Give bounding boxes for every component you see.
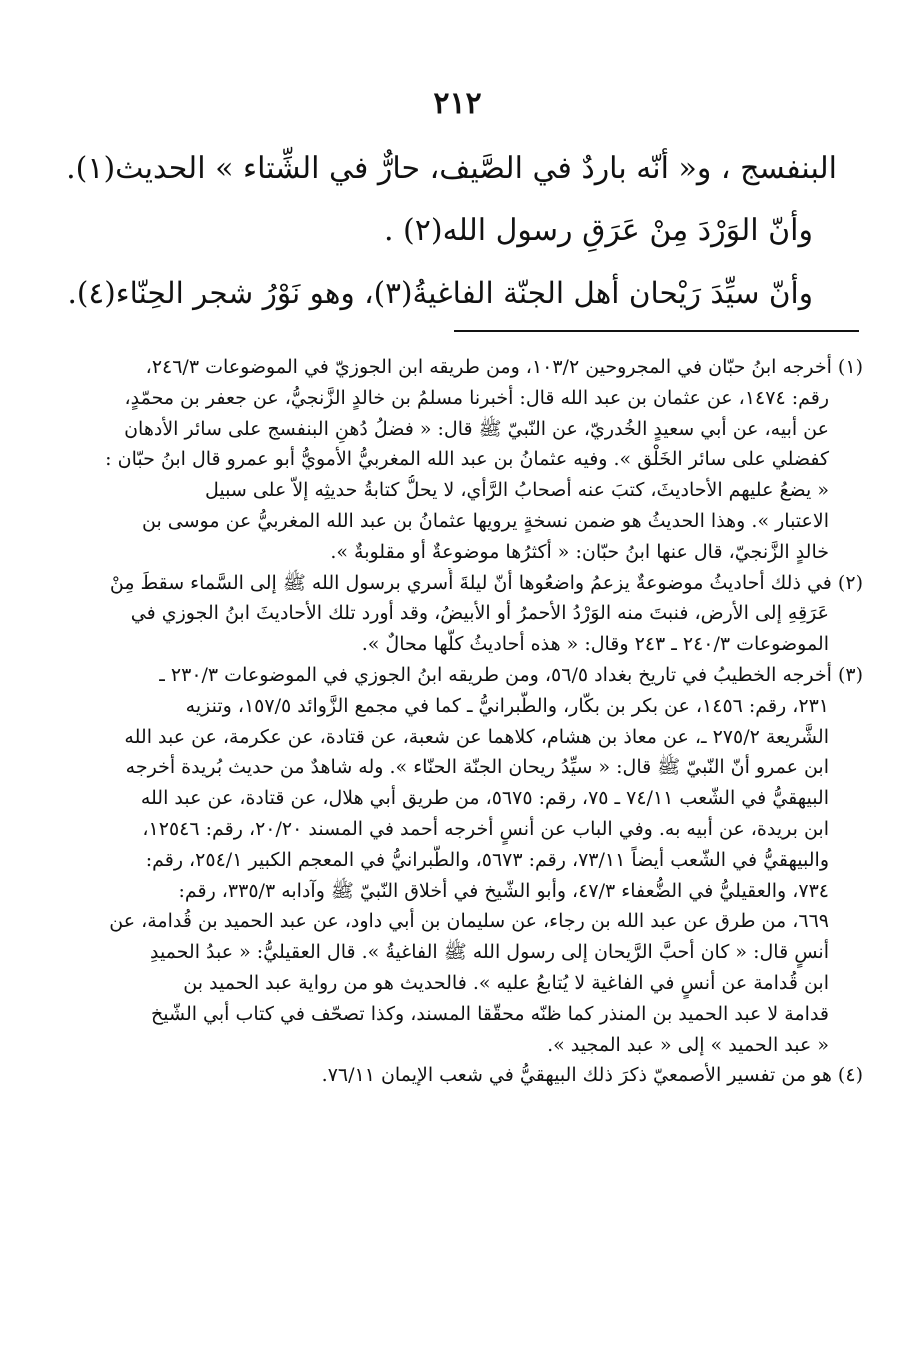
page-number: ٢١٢ — [433, 86, 482, 121]
footnote-line: عن أبيه، عن أبي سعيدٍ الخُدريّ، عن النّبيّ ﷺ قال: « فضلُ دُهنِ البنفسج على سائر الأدهان — [124, 417, 829, 440]
footnote-line: الموضوعات ٢٤٠/٣ ـ ٢٤٣ وقال: « هذه أحاديثُ كلُّها محالٌ ». — [361, 633, 829, 656]
footnote-2 — [55, 568, 863, 660]
main-text — [67, 138, 837, 324]
footnote-line: ابن بريدة، عن أبيه به. وفي الباب عن أنسٍ أخرجه أحمد في المسند ٢٠/٢٠، رقم: ١٢٥٤٦، — [142, 817, 829, 840]
footnote-4 — [55, 1060, 863, 1091]
footnote-line: (٤) هو من تفسير الأصمعيّ ذكرَ ذلك البيهقيُّ في شعب الإيمان ٧٦/١١. — [321, 1064, 863, 1087]
footnote-line: البيهقيُّ في الشّعب ٧٤/١١ ـ ٧٥، رقم: ٥٦٧٥، من طريق أبي هلال، عن قتادة، عن عبد الله — [140, 787, 829, 810]
footnote-line: (٢) في ذلك أحاديثُ موضوعةٌ يزعمُ واضعُوها أنّ ليلةَ أُسري برسول الله ﷺ إلى السَّماء سقطَ مِنْ — [109, 571, 863, 594]
footnote-line: ٧٣٤، والعقيليُّ في الضُّعفاء ٤٧/٣، وأبو الشّيخ في أخلاق النّبيّ ﷺ وآدابه ٣٣٥/٣، رقم: — [178, 879, 829, 902]
footnote-line: (١) أخرجه ابنُ حبّان في المجروحين ١٠٣/٢، ومن طريقه ابن الجوزيّ في الموضوعات ٢٤٦/٣، — [145, 356, 863, 378]
footnote-line: « يضعُ عليهم الأحاديثَ، كتبَ عنه أصحابُ الرَّأي، لا يحلُّ كتابةُ حديثِه إلاّ على سبيل — [205, 479, 829, 502]
footnote-line: ٢٣١، رقم: ١٤٥٦، عن بكر بن بكّار، والطَّبرانيُّ ـ كما في مجمع الزَّوائد ١٥٧/٥، وتنزيه — [185, 694, 829, 717]
footnote-line: الاعتبار ». وهذا الحديثُ هو ضمن نسخةٍ يرويها عثمانُ بن عبد الله المغربيُّ عن موسى بن — [142, 509, 829, 532]
footnote-line: الشَّريعة ٢٧٥/٢ ـ، عن معاذ بن هشام، كلاهما عن شعبة، عن قتادة، عن عكرمة، عن عبد الله — [124, 725, 829, 748]
footnote-line: ٦٦٩، من طرق عن عبد الله بن رجاء، عن سليمان بن أبي داود، عن عبد الحميد بن قُدامة، عن — [109, 910, 829, 933]
footnote-line: ابن قُدامة عن أنسٍ في الفاغية لا يُتابعُ عليه ». فالحديث هو من رواية عبد الحميد بن — [183, 971, 829, 994]
main-text-line: وأنّ سيِّدَ رَيْحان أهل الجنّة الفاغيةُ(٣)، وهو نَوْرُ شجر الحِنّاء(٤). — [67, 276, 813, 310]
footnote-1 — [55, 352, 863, 568]
footnotes — [55, 352, 863, 1091]
footnote-line: قدامة لا عبد الحميد بن المنذر كما ظنّه محقّقا المسند، وكذا تصحّف في كتاب أبي الشّيخ — [151, 1002, 829, 1025]
footnote-line: « عبد الحميد » إلى « عبد المجيد ». — [547, 1033, 829, 1056]
footnote-line: عَرَقِهِ إلى الأرض، فنبتَ منه الوَرْدُ الأحمرُ أو الأبيضُ، وقد أورد تلك الأحاديثَ ابنُ الجوزي في — [130, 602, 829, 625]
footnote-line: ابن عمرو أنّ النّبيّ ﷺ قال: « سيِّدُ ريحان الجنّة الحنّاء ». وله شاهدٌ من حديث بُريدة أخرجه — [125, 756, 829, 779]
footnote-line: رقم: ١٤٧٤، عن عثمان بن عبد الله قال: أخبرنا مسلمُ بن خالدٍ الزَّنجيُّ، عن جعفر بن محمّدٍ، — [124, 386, 829, 409]
footnote-line: كفضلي على سائر الخَلْق ». وفيه عثمانُ بن عبد الله المغربيُّ الأمويُّ أبو عمرو قال ابنُ حبّان : — [105, 448, 829, 471]
main-text-line: وأنّ الوَرْدَ مِنْ عَرَقِ رسول الله(٢) . — [383, 213, 813, 248]
main-text-line: البنفسج ، و« أنّه باردٌ في الصَّيف، حارٌّ في الشِّتاء » الحديث(١). — [66, 151, 837, 186]
footnote-line: والبيهقيُّ في الشّعب أيضاً ٧٣/١١، رقم: ٥٦٧٣، والطَّبرانيُّ في المعجم الكبير ٢٥٤/١، رقم: — [145, 848, 829, 871]
footnote-line: (٣) أخرجه الخطيبُ في تاريخ بغداد ٥٦/٥، ومن طريقه ابنُ الجوزي في الموضوعات ٢٣٠/٣ ـ — [159, 663, 863, 686]
footnote-line: خالدٍ الزَّنجيّ، قال عنها ابنُ حبّان: « أكثرُها موضوعةٌ أو مقلوبةٌ ». — [330, 540, 829, 563]
footnote-3 — [55, 660, 863, 1060]
footnote-line: أنسٍ قال: « كان أحبَّ الرَّيحان إلى رسول الله ﷺ الفاغيةُ ». قال العقيليُّ: « عبدُ الحميدِ — [149, 941, 829, 964]
footnote-divider — [454, 330, 859, 332]
